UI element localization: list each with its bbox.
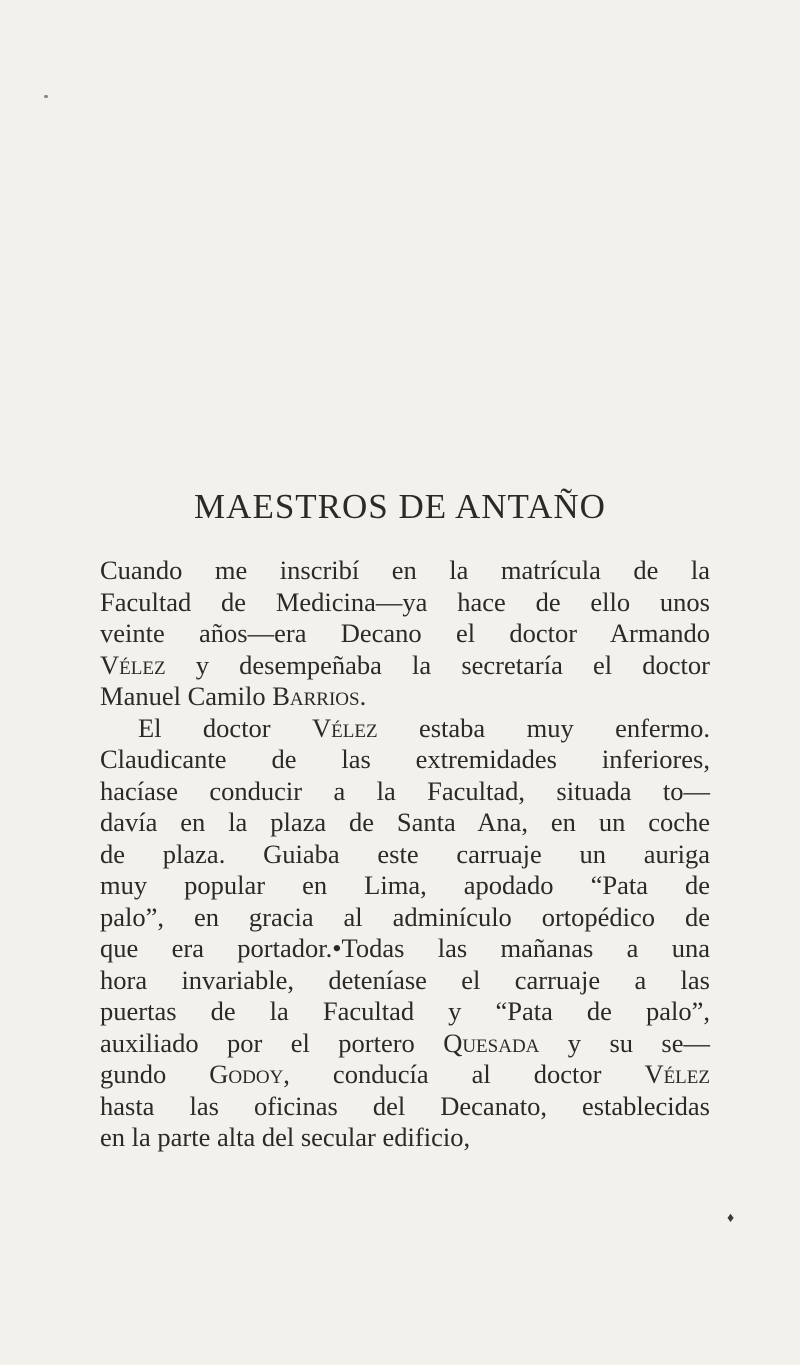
text-line-14: hora invariable, deteníase el carruaje a las xyxy=(100,964,710,995)
surname-velez: Vélez xyxy=(100,649,166,680)
text-line-2: Facultad de Medicina—ya hace de ello unos xyxy=(100,586,710,617)
text-line-17: gundo Godoy, conducía al doctor Vélez xyxy=(100,1059,710,1089)
margin-mark: ♦ xyxy=(727,1211,735,1226)
text-line-4: Vélez y desempeñaba la secretaría el doctor xyxy=(100,649,710,680)
text-line-15: puertas de la Facultad y “Pata de palo”, xyxy=(100,996,710,1026)
surname-godoy: Godoy xyxy=(209,1059,284,1089)
surname-velez: Vélez xyxy=(312,712,378,743)
text-line-8: hacíase conducir a la Facultad, situada to— xyxy=(100,775,710,806)
surname-quesada: Quesada xyxy=(443,1027,540,1058)
text-line-19: en la parte alta del secular edificio, xyxy=(100,1122,471,1152)
text-line-12: palo”, en gracia al adminículo ortopédico de xyxy=(100,901,710,932)
text-line-11: muy popular en Lima, apodado “Pata de xyxy=(100,870,710,900)
text-line-16: auxiliado por el portero Quesada y su se— xyxy=(100,1027,710,1058)
text-line-7: Claudicante de las extremidades inferiores, xyxy=(100,744,710,774)
paper-speck xyxy=(44,95,48,98)
text-line-18: hasta las oficinas del Decanato, establecidas xyxy=(100,1090,710,1121)
text-line-13: que era portador.•Todas las mañanas a una xyxy=(100,933,710,963)
text-line-6: El doctor Vélez estaba muy enfermo. xyxy=(138,712,710,743)
text-line-9: davía en la plaza de Santa Ana, en un coche xyxy=(100,807,710,837)
text-line-3: veinte años—era Decano el doctor Armando xyxy=(100,618,710,648)
text-line-1: Cuando me inscribí en la matrícula de la xyxy=(100,555,710,585)
surname-barrios: Barrios xyxy=(272,681,360,711)
surname-velez: Vélez xyxy=(644,1059,710,1089)
text-line-10: de plaza. Guiaba este carruaje un auriga xyxy=(100,838,710,869)
body-text xyxy=(100,555,710,1154)
chapter-title: MAESTROS DE ANTAÑO xyxy=(194,487,606,526)
text-line-5: Manuel Camilo Barrios. xyxy=(100,681,367,711)
